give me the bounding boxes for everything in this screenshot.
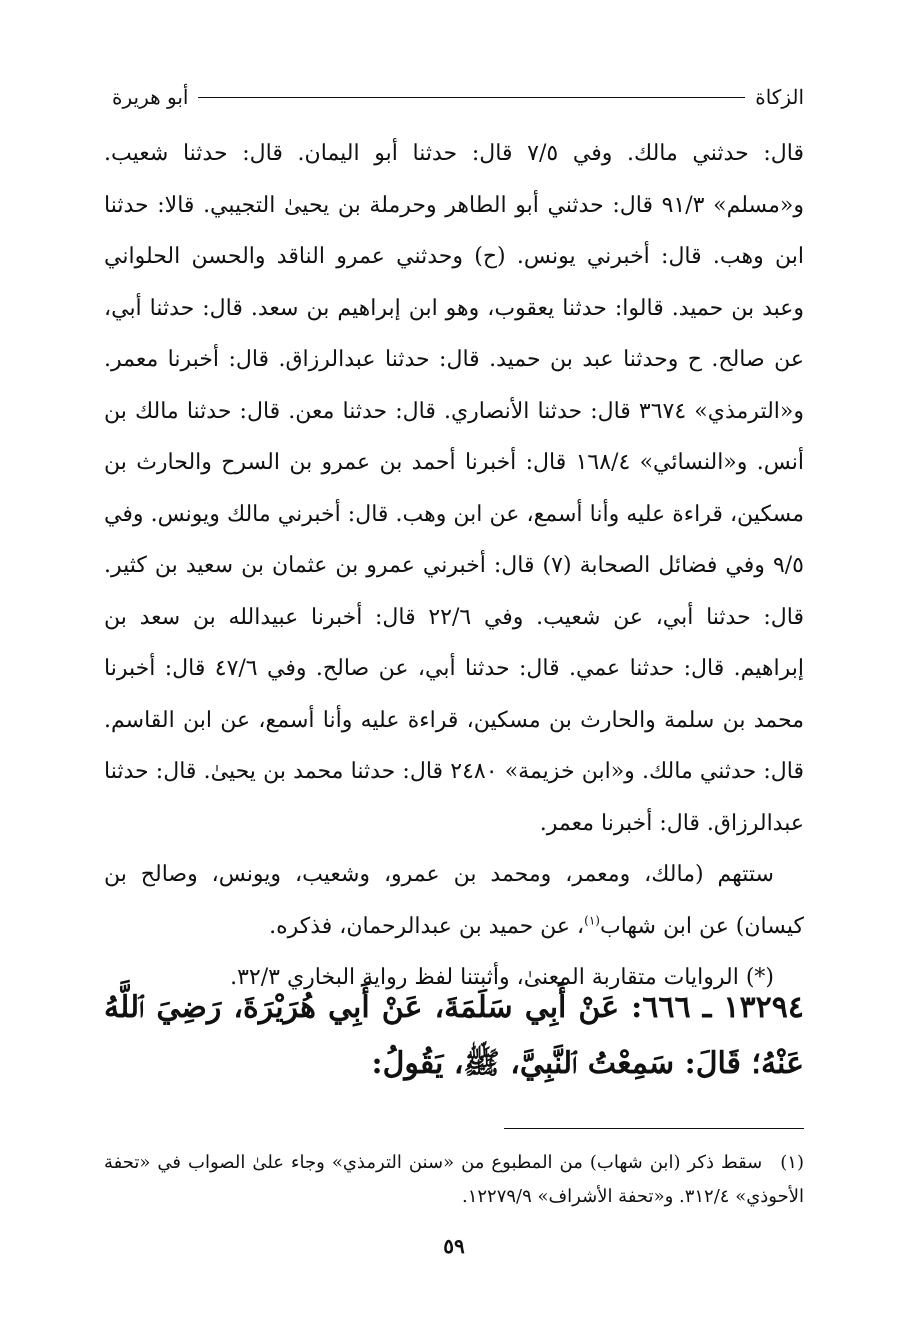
footnote-reference[interactable]: (١)	[584, 913, 600, 928]
footnote-text: سقط ذكر (ابن شهاب) من المطبوع من «سنن الترمذي» وجاء علىٰ الصواب في «تحفة الأحوذي» ٣١٢/٤. و«تحفة الأشراف» ١٢٢٧٩/٩.	[104, 1152, 804, 1207]
editor-note: (*) الروايات متقاربة المعنىٰ، وأثبتنا لفظ رواية البخاري ٣٢/٣.	[230, 965, 774, 990]
footnote-rule	[504, 1128, 804, 1129]
hadith-heading: ١٣٢٩٤ ـ ٦٦٦: عَنْ أَبِي سَلَمَةَ، عَنْ أَبِي هُرَيْرَةَ، رَضِيَ ٱللَّهُ عَنْهُ؛ قَالَ: سَمِعْتُ ٱلنَّبِيَّ، ﷺ، يَقُولُ:	[104, 990, 804, 1081]
running-header	[112, 82, 804, 112]
isnad-paragraph: قال: حدثني مالك. وفي ٧/٥ قال: حدثنا أبو اليمان. قال: حدثنا شعيب. و«مسلم» ٩١/٣ قال: حدثني أبو الطاهر وحرملة بن يحيىٰ التجيبي. قالا: حدثنا ابن وهب. قال: أخبرني يونس. (ح) وحدثني عمرو الناقد والحسن الحلواني وعبد بن حميد. قالوا: حدثنا يعقوب، وهو ابن إبراهيم بن سعد. قال: حدثنا أبي، عن صالح. ح وحدثنا عبد بن حميد. قال: حدثنا عبدالرزاق. قال: أخبرنا معمر. و«الترمذي» ٣٦٧٤ قال: حدثنا الأنصاري. قال: حدثنا معن. قال: حدثنا مالك بن أنس. و«النسائي» ١٦٨/٤ قال: أخبرنا أحمد بن عمرو بن السرح والحارث بن مسكين، قراءة عليه وأنا أسمع، عن ابن وهب. قال: أخبرني مالك ويونس. وفي ٩/٥ وفي فضائل الصحابة (٧) قال: أخبرني عمرو بن عثمان بن سعيد بن كثير. قال: حدثنا أبي، عن شعيب. وفي ٢٢/٦ قال: أخبرنا عبيدالله بن سعد بن إبراهيم. قال: حدثنا عمي. قال: حدثنا أبي، عن صالح. وفي ٤٧/٦ قال: أخبرنا محمد بن سلمة والحارث بن مسكين، قراءة عليه وأنا أسمع، عن ابن القاسم. قال: حدثني مالك. و«ابن خزيمة» ٢٤٨٠ قال: حدثنا محمد بن يحيىٰ. قال: حدثنا عبدالرزاق. قال: أخبرنا معمر.	[104, 141, 805, 836]
summary-text-end: ، عن حميد بن عبدالرحمان، فذكره.	[269, 913, 585, 939]
page-number: ٥٩	[443, 1234, 465, 1258]
footnote-number: (١)	[780, 1152, 804, 1173]
summary-text-start: ستتهم (مالك، ومعمر، ومحمد بن عمرو، وشعيب، ويونس، وصالح بن كيسان) عن ابن شهاب	[104, 862, 804, 939]
summary-paragraph	[104, 849, 804, 952]
main-text-block	[104, 128, 804, 1004]
header-rule	[198, 97, 745, 98]
header-section-title: الزكاة	[755, 85, 804, 109]
footnote	[104, 1146, 804, 1214]
header-narrator: أبو هريرة	[112, 85, 189, 109]
